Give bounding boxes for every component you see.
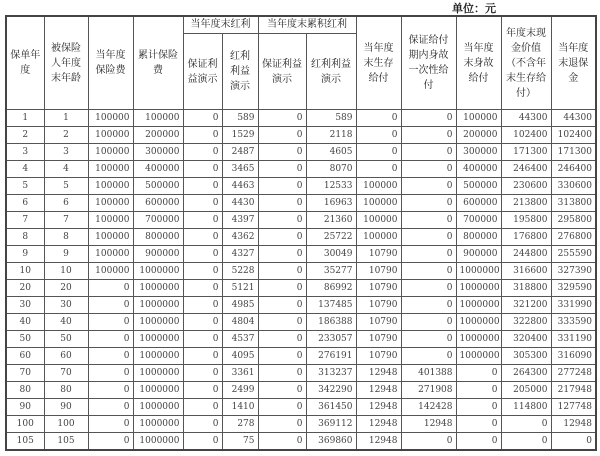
table-cell: 1000000 xyxy=(133,433,183,451)
table-cell: 40 xyxy=(44,314,88,331)
table-cell: 16963 xyxy=(306,195,356,212)
table-cell: 1000000 xyxy=(456,348,501,365)
table-cell: 500000 xyxy=(456,178,501,195)
table-row xyxy=(6,110,596,127)
table-cell: 100000 xyxy=(88,144,133,161)
table-cell: 2 xyxy=(6,127,44,144)
table-cell: 1000000 xyxy=(133,314,183,331)
table-cell: 0 xyxy=(88,365,133,382)
table-cell: 369860 xyxy=(306,433,356,451)
table-cell: 0 xyxy=(258,144,306,161)
table-cell: 102400 xyxy=(551,127,596,144)
header-policy-year: 保单年度 xyxy=(6,16,44,110)
header-cash-value: 年度末现金价值（不含年末生存给付） xyxy=(501,16,551,110)
table-cell: 10 xyxy=(6,263,44,280)
table-cell: 1000000 xyxy=(456,331,501,348)
table-cell: 80 xyxy=(6,382,44,399)
table-cell: 195800 xyxy=(501,212,551,229)
table-cell: 800000 xyxy=(456,229,501,246)
table-cell: 137485 xyxy=(306,297,356,314)
table-cell: 1000000 xyxy=(133,331,183,348)
table-cell: 213800 xyxy=(501,195,551,212)
table-cell: 600000 xyxy=(133,195,183,212)
table-cell: 1000000 xyxy=(133,280,183,297)
table-cell: 327390 xyxy=(551,263,596,280)
table-cell: 329590 xyxy=(551,280,596,297)
table-cell: 30 xyxy=(6,297,44,314)
table-cell: 10790 xyxy=(356,314,401,331)
table-cell: 100000 xyxy=(356,178,401,195)
table-cell: 0 xyxy=(401,331,456,348)
table-cell: 217948 xyxy=(551,382,596,399)
table-cell: 0 xyxy=(258,263,306,280)
table-cell: 171300 xyxy=(551,144,596,161)
table-cell: 100000 xyxy=(356,229,401,246)
table-cell: 100000 xyxy=(356,212,401,229)
table-cell: 233057 xyxy=(306,331,356,348)
table-cell: 100000 xyxy=(88,110,133,127)
table-cell: 0 xyxy=(401,246,456,263)
table-cell: 0 xyxy=(401,263,456,280)
table-cell: 246400 xyxy=(551,161,596,178)
table-cell: 0 xyxy=(258,161,306,178)
table-cell: 0 xyxy=(356,144,401,161)
table-cell: 0 xyxy=(258,433,306,451)
table-cell: 70 xyxy=(44,365,88,382)
table-cell: 0 xyxy=(258,110,306,127)
table-cell: 0 xyxy=(183,144,222,161)
table-cell: 44300 xyxy=(551,110,596,127)
table-cell: 114800 xyxy=(501,399,551,416)
table-cell: 0 xyxy=(88,416,133,433)
table-cell: 102400 xyxy=(501,127,551,144)
table-cell: 320400 xyxy=(501,331,551,348)
table-cell: 7 xyxy=(44,212,88,229)
table-cell: 369112 xyxy=(306,416,356,433)
table-cell: 9 xyxy=(6,246,44,263)
table-cell: 4605 xyxy=(306,144,356,161)
table-cell: 5 xyxy=(6,178,44,195)
table-cell: 100 xyxy=(44,416,88,433)
table-row xyxy=(6,416,596,433)
table-cell: 105 xyxy=(6,433,44,451)
table-cell: 30049 xyxy=(306,246,356,263)
header-group-annual-dividend: 当年度末红利 xyxy=(183,16,258,34)
table-cell: 60 xyxy=(44,348,88,365)
table-cell: 3465 xyxy=(222,161,258,178)
table-cell: 0 xyxy=(183,416,222,433)
table-cell: 0 xyxy=(258,280,306,297)
table-row xyxy=(6,382,596,399)
table-cell: 4095 xyxy=(222,348,258,365)
table-cell: 5228 xyxy=(222,263,258,280)
table-cell: 255590 xyxy=(551,246,596,263)
table-cell: 0 xyxy=(258,365,306,382)
table-cell: 60 xyxy=(6,348,44,365)
table-cell: 0 xyxy=(183,382,222,399)
table-row xyxy=(6,161,596,178)
header-insured-age: 被保险人年度末年龄 xyxy=(44,16,88,110)
table-cell: 12948 xyxy=(356,365,401,382)
table-row xyxy=(6,331,596,348)
table-cell: 0 xyxy=(356,127,401,144)
table-cell: 21360 xyxy=(306,212,356,229)
table-cell: 100000 xyxy=(456,110,501,127)
table-cell: 0 xyxy=(401,280,456,297)
table-cell: 0 xyxy=(183,161,222,178)
table-cell: 1 xyxy=(44,110,88,127)
table-row xyxy=(6,246,596,263)
table-cell: 0 xyxy=(258,382,306,399)
table-cell: 0 xyxy=(401,144,456,161)
table-cell: 12948 xyxy=(356,416,401,433)
table-cell: 4362 xyxy=(222,229,258,246)
table-cell: 277248 xyxy=(551,365,596,382)
header-cum-guaranteed-benefit-demo: 保证利益演示 xyxy=(258,34,306,110)
header-dividend-benefit-demo: 红利利益演示 xyxy=(222,34,258,110)
table-cell: 6 xyxy=(44,195,88,212)
table-cell: 316600 xyxy=(501,263,551,280)
table-cell: 10790 xyxy=(356,348,401,365)
table-cell: 300000 xyxy=(133,144,183,161)
table-cell: 1000000 xyxy=(133,399,183,416)
header-group-cumulative-dividend: 当年度末累积红利 xyxy=(258,16,356,34)
table-cell: 8 xyxy=(44,229,88,246)
table-cell: 10 xyxy=(44,263,88,280)
table-cell: 1529 xyxy=(222,127,258,144)
table-cell: 0 xyxy=(183,212,222,229)
table-cell: 25722 xyxy=(306,229,356,246)
table-cell: 0 xyxy=(401,195,456,212)
table-row xyxy=(6,314,596,331)
table-cell: 12948 xyxy=(356,433,401,451)
table-cell: 1000000 xyxy=(456,280,501,297)
table-row xyxy=(6,195,596,212)
table-cell: 0 xyxy=(183,348,222,365)
header-surrender-value: 当年度末退保金 xyxy=(551,16,596,110)
table-cell: 0 xyxy=(551,433,596,451)
table-cell: 313237 xyxy=(306,365,356,382)
table-cell: 500000 xyxy=(133,178,183,195)
table-cell: 50 xyxy=(44,331,88,348)
table-row xyxy=(6,212,596,229)
header-death-benefit: 当年度末身故给付 xyxy=(456,16,501,110)
table-cell: 100000 xyxy=(88,161,133,178)
table-cell: 0 xyxy=(258,195,306,212)
table-cell: 295800 xyxy=(551,212,596,229)
table-cell: 100000 xyxy=(88,178,133,195)
table-cell: 0 xyxy=(183,314,222,331)
table-cell: 2499 xyxy=(222,382,258,399)
table-cell: 0 xyxy=(258,178,306,195)
table-cell: 4430 xyxy=(222,195,258,212)
table-cell: 12948 xyxy=(356,382,401,399)
header-death-lump-sum: 保证给付期内身故一次性给付 xyxy=(401,16,456,110)
table-cell: 100000 xyxy=(88,212,133,229)
table-cell: 5121 xyxy=(222,280,258,297)
table-cell: 0 xyxy=(456,416,501,433)
table-cell: 2118 xyxy=(306,127,356,144)
table-cell: 800000 xyxy=(133,229,183,246)
table-cell: 278 xyxy=(222,416,258,433)
table-cell: 244800 xyxy=(501,246,551,263)
table-cell: 0 xyxy=(258,416,306,433)
table-cell: 0 xyxy=(401,212,456,229)
table-cell: 10790 xyxy=(356,297,401,314)
table-cell: 900000 xyxy=(456,246,501,263)
table-cell: 1000000 xyxy=(456,263,501,280)
table-cell: 1000000 xyxy=(456,297,501,314)
table-cell: 100000 xyxy=(133,110,183,127)
table-cell: 8 xyxy=(6,229,44,246)
table-cell: 0 xyxy=(401,110,456,127)
table-cell: 0 xyxy=(183,399,222,416)
table-cell: 86992 xyxy=(306,280,356,297)
table-cell: 0 xyxy=(183,246,222,263)
table-cell: 331990 xyxy=(551,297,596,314)
table-cell: 0 xyxy=(88,382,133,399)
table-cell: 7 xyxy=(6,212,44,229)
table-cell: 4463 xyxy=(222,178,258,195)
table-cell: 230600 xyxy=(501,178,551,195)
table-cell: 361450 xyxy=(306,399,356,416)
table-cell: 44300 xyxy=(501,110,551,127)
table-cell: 0 xyxy=(456,433,501,451)
table-cell: 0 xyxy=(183,263,222,280)
table-cell: 0 xyxy=(258,127,306,144)
table-cell: 0 xyxy=(258,331,306,348)
table-cell: 0 xyxy=(456,365,501,382)
table-cell: 20 xyxy=(44,280,88,297)
table-cell: 4804 xyxy=(222,314,258,331)
table-cell: 342290 xyxy=(306,382,356,399)
table-cell: 0 xyxy=(88,297,133,314)
table-cell: 1000000 xyxy=(456,314,501,331)
table-cell: 1000000 xyxy=(133,382,183,399)
table-cell: 4327 xyxy=(222,246,258,263)
table-cell: 271908 xyxy=(401,382,456,399)
table-cell: 276800 xyxy=(551,229,596,246)
table-cell: 333590 xyxy=(551,314,596,331)
table-cell: 0 xyxy=(258,314,306,331)
table-cell: 0 xyxy=(258,297,306,314)
table-cell: 1000000 xyxy=(133,365,183,382)
table-cell: 75 xyxy=(222,433,258,451)
table-cell: 589 xyxy=(306,110,356,127)
table-cell: 1000000 xyxy=(133,348,183,365)
table-cell: 9 xyxy=(44,246,88,263)
table-cell: 0 xyxy=(258,399,306,416)
table-cell: 276191 xyxy=(306,348,356,365)
table-cell: 100000 xyxy=(88,263,133,280)
table-cell: 4 xyxy=(6,161,44,178)
table-cell: 0 xyxy=(88,348,133,365)
table-cell: 2487 xyxy=(222,144,258,161)
table-cell: 176800 xyxy=(501,229,551,246)
table-cell: 0 xyxy=(401,229,456,246)
table-cell: 50 xyxy=(6,331,44,348)
table-row xyxy=(6,365,596,382)
table-cell: 0 xyxy=(183,229,222,246)
table-cell: 1410 xyxy=(222,399,258,416)
table-cell: 100000 xyxy=(88,195,133,212)
table-cell: 200000 xyxy=(133,127,183,144)
table-cell: 4537 xyxy=(222,331,258,348)
unit-label: 单位：元 xyxy=(452,2,496,15)
table-cell: 400000 xyxy=(133,161,183,178)
table-cell: 0 xyxy=(501,433,551,451)
table-cell: 0 xyxy=(183,195,222,212)
table-cell: 0 xyxy=(88,399,133,416)
table-cell: 205000 xyxy=(501,382,551,399)
table-cell: 900000 xyxy=(133,246,183,263)
table-row xyxy=(6,399,596,416)
table-row xyxy=(6,127,596,144)
table-row xyxy=(6,280,596,297)
table-cell: 100000 xyxy=(88,127,133,144)
table-cell: 700000 xyxy=(456,212,501,229)
table-cell: 1000000 xyxy=(133,416,183,433)
table-cell: 401388 xyxy=(401,365,456,382)
table-cell: 12533 xyxy=(306,178,356,195)
table-cell: 171300 xyxy=(501,144,551,161)
table-row xyxy=(6,229,596,246)
table-cell: 4985 xyxy=(222,297,258,314)
table-cell: 305300 xyxy=(501,348,551,365)
table-cell: 12948 xyxy=(356,399,401,416)
table-cell: 186388 xyxy=(306,314,356,331)
table-cell: 0 xyxy=(88,433,133,451)
table-cell: 0 xyxy=(88,280,133,297)
table-cell: 0 xyxy=(183,433,222,451)
table-cell: 12948 xyxy=(551,416,596,433)
table-cell: 0 xyxy=(401,127,456,144)
table-cell: 0 xyxy=(401,161,456,178)
table-cell: 700000 xyxy=(133,212,183,229)
table-cell: 0 xyxy=(401,348,456,365)
table-cell: 1000000 xyxy=(133,297,183,314)
table-cell: 0 xyxy=(183,331,222,348)
table-cell: 0 xyxy=(456,382,501,399)
table-cell: 10790 xyxy=(356,280,401,297)
table-cell: 331190 xyxy=(551,331,596,348)
table-cell: 10790 xyxy=(356,263,401,280)
table-cell: 3361 xyxy=(222,365,258,382)
table-cell: 0 xyxy=(183,280,222,297)
table-cell: 0 xyxy=(356,110,401,127)
table-cell: 10790 xyxy=(356,246,401,263)
table-cell: 4 xyxy=(44,161,88,178)
table-row xyxy=(6,297,596,314)
table-cell: 330600 xyxy=(551,178,596,195)
table-cell: 3 xyxy=(6,144,44,161)
table-cell: 318800 xyxy=(501,280,551,297)
table-cell: 600000 xyxy=(456,195,501,212)
table-cell: 20 xyxy=(6,280,44,297)
header-survival-benefit: 当年度末生存给付 xyxy=(356,16,401,110)
table-cell: 6 xyxy=(6,195,44,212)
table-cell: 0 xyxy=(356,161,401,178)
table-cell: 0 xyxy=(258,229,306,246)
table-cell: 322800 xyxy=(501,314,551,331)
table-cell: 35277 xyxy=(306,263,356,280)
table-cell: 321200 xyxy=(501,297,551,314)
table-cell: 12948 xyxy=(401,416,456,433)
table-cell: 264300 xyxy=(501,365,551,382)
table-cell: 2 xyxy=(44,127,88,144)
table-cell: 3 xyxy=(44,144,88,161)
table-cell: 40 xyxy=(6,314,44,331)
table-cell: 10790 xyxy=(356,331,401,348)
table-cell: 30 xyxy=(44,297,88,314)
table-body xyxy=(6,110,596,451)
table-cell: 0 xyxy=(258,348,306,365)
table-cell: 316090 xyxy=(551,348,596,365)
table-row xyxy=(6,263,596,280)
table-cell: 0 xyxy=(183,127,222,144)
table-cell: 70 xyxy=(6,365,44,382)
table-cell: 0 xyxy=(183,365,222,382)
table-row xyxy=(6,144,596,161)
table-cell: 100000 xyxy=(356,195,401,212)
table-row xyxy=(6,433,596,451)
table-cell: 0 xyxy=(88,314,133,331)
benefit-illustration-table xyxy=(5,15,597,451)
table-cell: 0 xyxy=(258,246,306,263)
table-cell: 142428 xyxy=(401,399,456,416)
header-guaranteed-benefit-demo: 保证利益演示 xyxy=(183,34,222,110)
table-cell: 0 xyxy=(183,178,222,195)
table-cell: 589 xyxy=(222,110,258,127)
table-cell: 105 xyxy=(44,433,88,451)
table-cell: 300000 xyxy=(456,144,501,161)
table-cell: 400000 xyxy=(456,161,501,178)
table-cell: 100000 xyxy=(88,246,133,263)
table-cell: 5 xyxy=(44,178,88,195)
table-cell: 80 xyxy=(44,382,88,399)
header-annual-premium: 当年度保险费 xyxy=(88,16,133,110)
header-cum-dividend-benefit-demo: 红利利益演示 xyxy=(306,34,356,110)
table-cell: 0 xyxy=(401,178,456,195)
table-cell: 246400 xyxy=(501,161,551,178)
table-cell: 4397 xyxy=(222,212,258,229)
table-row xyxy=(6,348,596,365)
table-cell: 0 xyxy=(456,399,501,416)
table-cell: 127748 xyxy=(551,399,596,416)
table-cell: 0 xyxy=(183,297,222,314)
table-cell: 8070 xyxy=(306,161,356,178)
table-cell: 1000000 xyxy=(133,263,183,280)
table-cell: 1 xyxy=(6,110,44,127)
table-cell: 0 xyxy=(183,110,222,127)
table-row xyxy=(6,178,596,195)
table-cell: 0 xyxy=(501,416,551,433)
table-cell: 313800 xyxy=(551,195,596,212)
table-cell: 100 xyxy=(6,416,44,433)
table-cell: 0 xyxy=(258,212,306,229)
table-cell: 0 xyxy=(401,433,456,451)
table-cell: 100000 xyxy=(88,229,133,246)
header-cumulative-premium: 累计保险费 xyxy=(133,16,183,110)
table-cell: 0 xyxy=(401,314,456,331)
table-cell: 90 xyxy=(6,399,44,416)
table-cell: 200000 xyxy=(456,127,501,144)
table-cell: 0 xyxy=(401,297,456,314)
table-cell: 90 xyxy=(44,399,88,416)
table-cell: 0 xyxy=(88,331,133,348)
